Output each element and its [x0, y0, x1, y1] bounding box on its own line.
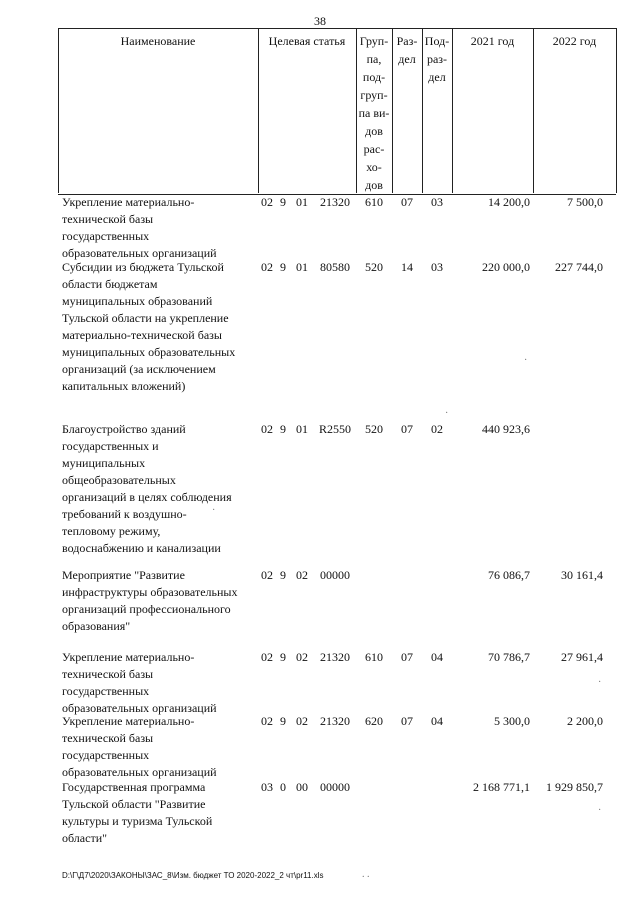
row-name: Субсидии из бюджета Тульской области бюджетам муниципальных образований Тульской области на укрепление материально-технической базы муниципальных образовательных организаций (за исключением капитальных вложений) [62, 260, 236, 393]
scan-speck: · [598, 677, 602, 688]
row-name: Мероприятие "Развитие инфраструктуры образовательных организаций профессионального образования" [62, 568, 238, 633]
section-code: 07 [401, 714, 413, 728]
scan-speck: · [212, 505, 216, 516]
target-event-code: 01 [296, 260, 308, 274]
header-target: Целевая статья [268, 34, 346, 48]
target-direction-code: 00000 [320, 568, 350, 582]
amount-2022: 1 929 850,7 [546, 780, 603, 794]
amount-2021: 5 300,0 [494, 714, 530, 728]
divider [533, 28, 534, 193]
subsection-code: 03 [431, 195, 443, 209]
target-subprogram-code: 9 [280, 650, 286, 664]
target-event-code: 01 [296, 422, 308, 436]
file-path-footer: D:\Г\Д7\2020\ЗАКОНЫ\ЗАС_8\Изм. бюджет ТО 2020-2022_2 чт\pr11.xls [62, 871, 324, 880]
target-program-code: 02 [261, 714, 273, 728]
divider [452, 28, 453, 193]
scan-speck: · [598, 805, 602, 816]
target-direction-code: 21320 [320, 714, 350, 728]
target-event-code: 00 [296, 780, 308, 794]
target-direction-code: 00000 [320, 780, 350, 794]
amount-2021: 76 086,7 [488, 568, 530, 582]
target-direction-code: 21320 [320, 195, 350, 209]
target-event-code: 02 [296, 714, 308, 728]
section-code: 07 [401, 650, 413, 664]
amount-2021: 2 168 771,1 [473, 780, 530, 794]
target-subprogram-code: 9 [280, 714, 286, 728]
target-direction-code: R2550 [318, 422, 351, 436]
divider [58, 28, 59, 193]
target-subprogram-code: 9 [280, 195, 286, 209]
expense-group: 520 [365, 260, 383, 274]
section-code: 07 [401, 422, 413, 436]
target-program-code: 02 [261, 650, 273, 664]
target-program-code: 02 [261, 260, 273, 274]
header-name: Наименование [120, 34, 196, 48]
target-program-code: 02 [261, 195, 273, 209]
amount-2021: 440 923,6 [482, 422, 530, 436]
subsection-code: 02 [431, 422, 443, 436]
amount-2021: 220 000,0 [482, 260, 530, 274]
row-name: Укрепление материально- технической базы государственных образовательных организаций [62, 195, 217, 260]
expense-group: 620 [365, 714, 383, 728]
row-name: Благоустройство зданий государственных и муниципальных общеобразовательных организаций в целях соблюдения требований к воздушно- тепловому режиму, водоснабжению и канализации [62, 422, 232, 555]
scan-speck: · [524, 355, 528, 366]
target-event-code: 01 [296, 195, 308, 209]
amount-2022: 30 161,4 [561, 568, 603, 582]
target-program-code: 03 [261, 780, 273, 794]
amount-2021: 14 200,0 [488, 195, 530, 209]
target-subprogram-code: 9 [280, 260, 286, 274]
target-program-code: 02 [261, 568, 273, 582]
target-event-code: 02 [296, 568, 308, 582]
divider [258, 28, 259, 193]
row-name: Государственная программа Тульской области "Развитие культуры и туризма Тульской области" [62, 780, 213, 845]
header-2021: 2021 год [470, 34, 515, 48]
row-name: Укрепление материально- технической базы государственных образовательных организаций [62, 714, 217, 779]
scan-speck: . . [362, 869, 370, 880]
subsection-code: 03 [431, 260, 443, 274]
target-event-code: 02 [296, 650, 308, 664]
target-direction-code: 80580 [320, 260, 350, 274]
amount-2021: 70 786,7 [488, 650, 530, 664]
page-number: 38 [314, 14, 326, 28]
target-direction-code: 21320 [320, 650, 350, 664]
expense-group: 610 [365, 195, 383, 209]
scan-speck: · [445, 408, 449, 419]
target-subprogram-code: 9 [280, 568, 286, 582]
divider [616, 28, 617, 193]
subsection-code: 04 [431, 650, 443, 664]
section-code: 14 [401, 260, 413, 274]
amount-2022: 7 500,0 [567, 195, 603, 209]
expense-group: 610 [365, 650, 383, 664]
header-group: Груп- па, под- груп- па ви- дов рас- хо- дов [358, 34, 390, 192]
header-2022: 2022 год [552, 34, 597, 48]
amount-2022: 2 200,0 [567, 714, 603, 728]
expense-group: 520 [365, 422, 383, 436]
target-subprogram-code: 0 [280, 780, 286, 794]
header-section: Раз- дел [396, 34, 418, 66]
row-name: Укрепление материально- технической базы государственных образовательных организаций [62, 650, 217, 715]
amount-2022: 227 744,0 [555, 260, 603, 274]
target-program-code: 02 [261, 422, 273, 436]
target-subprogram-code: 9 [280, 422, 286, 436]
amount-2022: 27 961,4 [561, 650, 603, 664]
section-code: 07 [401, 195, 413, 209]
header-subsection: Под- раз- дел [424, 34, 450, 84]
subsection-code: 04 [431, 714, 443, 728]
